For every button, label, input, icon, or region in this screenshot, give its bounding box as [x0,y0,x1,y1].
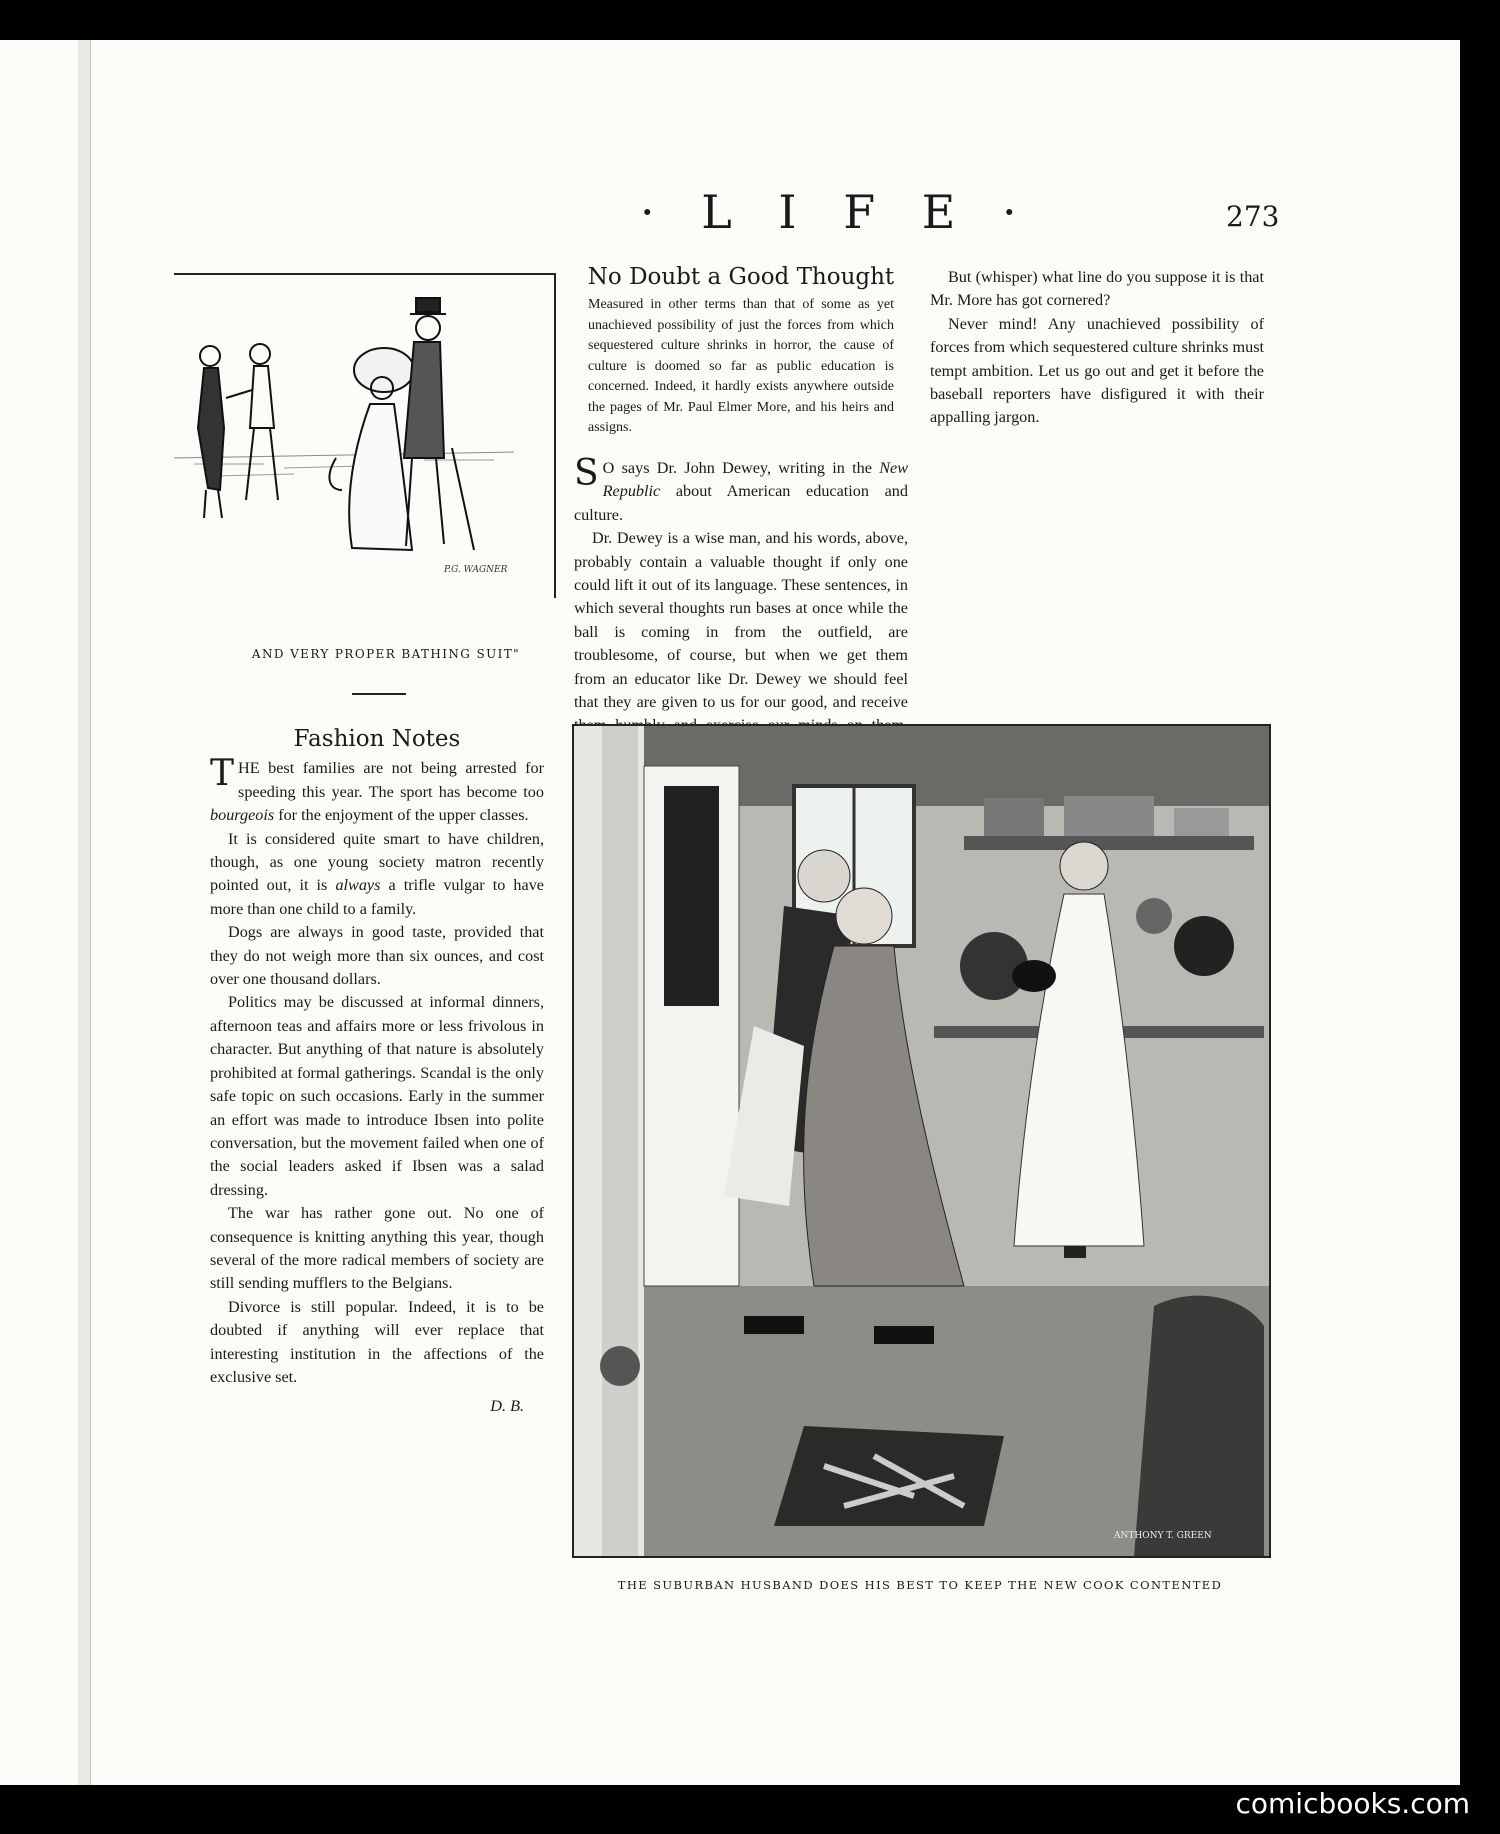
facing-page-edge [0,40,78,1785]
page-number: 273 [1226,200,1280,233]
masthead: · L I F E · [640,185,1033,239]
article2-paragraph: Divorce is still popular. Indeed, it is to be doubted if anything will ever replace that interesting institution in the affections of the exclusive set. [210,1297,544,1386]
article2-paragraph: Politics may be discussed at informal dinners, afternoon teas and affairs more or less frivolous in character. But anything of that nature is absolutely prohibited at formal gatherings. Scandal is the only safe topic on such occasions. Early in the summer an effort was made to introduce Ibsen into polite conversation, but the movement failed when one of the social leaders asked if Ibsen was a salad dressing. [210,993,544,1199]
page-gutter [78,40,91,1785]
article1-paragraph: But (whisper) what line do you suppose it is that Mr. More has got cornered? [930,268,1264,310]
article1-quote: Measured in other terms than that of some as yet unachieved possibility of just the forces from which sequestered culture shrinks in horror, the cause of culture is doomed so far as public education is concerned. Indeed, it hardly exists anywhere outside the pages of Mr. Paul Elmer More, and his heirs and assigns. [588,297,894,436]
article2-title: Fashion Notes [293,726,461,752]
article2-signature: D. B. [490,1397,524,1416]
article2-paragraph: The war has rather gone out. No one of consequence is knitting anything this year, though several of the more radical members of society are still sending mufflers to the Belgians. [210,1204,544,1293]
article1-continued-column [930,266,1264,430]
cartoon-bathing-suit [174,228,562,598]
article1-title: No Doubt a Good Thought [587,264,895,290]
dropcap-t: T [210,753,235,795]
cartoon1-caption: AND VERY PROPER BATHING SUIT" [251,647,521,661]
dropcap-s: S [574,452,599,494]
illustration2-artist-signature: ANTHONY T. GREEN [1114,1531,1212,1541]
article1-paragraph: Dr. Dewey is a wise man, and his words, above, probably contain a valuable thought if only one could lift it out of its language. These sentences, in which several thoughts run bases at once while the ball is coming in from the outfield, are troublesome, of course, but when we get them from an educator like Dr. Dewey we should feel that they are given to us for our good, and receive [574,529,908,711]
article1-paragraph: Never mind! Any unachieved possibility of forces from which sequestered culture shrinks must tempt ambition. Let us go out and get it before the baseball reporters have disfigured it with their appalling jargon. [930,314,1264,427]
illustration2-caption: THE SUBURBAN HUSBAND DOES HIS BEST TO KEEP THE NEW COOK CONTENTED [617,1578,1223,1592]
article2-paragraph: Dogs are always in good taste, provided that they do not weigh more than six ounces, and cost over one thousand dollars. [210,923,544,989]
illustration-kitchen-scene [572,724,1271,1558]
section-divider [352,693,406,695]
article-no-doubt-a-good-thought: No Doubt a Good Thought Measured in other terms than that of some as yet unachieved possibility of just the forces from which sequestered culture shrinks in horror, the cause of culture is doomed so far as public education is concerned. Indeed, it hardly exists anywhere outside the pages of Mr. Paul Elmer More, and his heirs and assigns. S O says Dr. John Dewey, writing in the New Republic about American education and culture. Dr. Dewey is a wise man, and his words, above, probably contain a valuable thought if only one could lift it out of its language. These sentences, in which several thoughts run bases at once while the ball is coming in from the outfield, are troublesome, of course, but when we get them from an educator like Dr. Dewey we should feel that they are given to us for our good, and receive [574,266,908,761]
watermark: comicbooks.com [1235,1787,1470,1820]
article-fashion-notes: Fashion Notes THE best families are not being arrested for speeding this year. The sport has become too bourgeois for the enjoyment of the upper classes. It is considered quite smart to have children, though, as one young society matron recently pointed out, it is always a trifle vulgar to have more than one child to a family. Dogs are always in good taste, provided that they do not weigh more than six ounces, and cost over one thousand dollars. Politics may be discussed at informal dinners, afternoon teas and affairs more or less frivolous in character. But anything of that nature is absolutely prohibited at formal gatherings. Scandal is the only safe topic on such occasions. Early in the summer an effort was made to introduce Ibsen into polite conversation, but the movement failed when one of the social leaders asked if Ibsen was a salad dressing. The war has rather gone out. No one of consequence is knitting anything this year, though several of the more radical members of society are still sending mufflers to the Belgians. Divorce is still popular. Indeed, it is to be doubted if anything will ever replace that interesting institution in the affections of the exclusive set. D. B. [210,728,544,1419]
cartoon1-artist-signature: P.G. WAGNER [444,565,508,575]
